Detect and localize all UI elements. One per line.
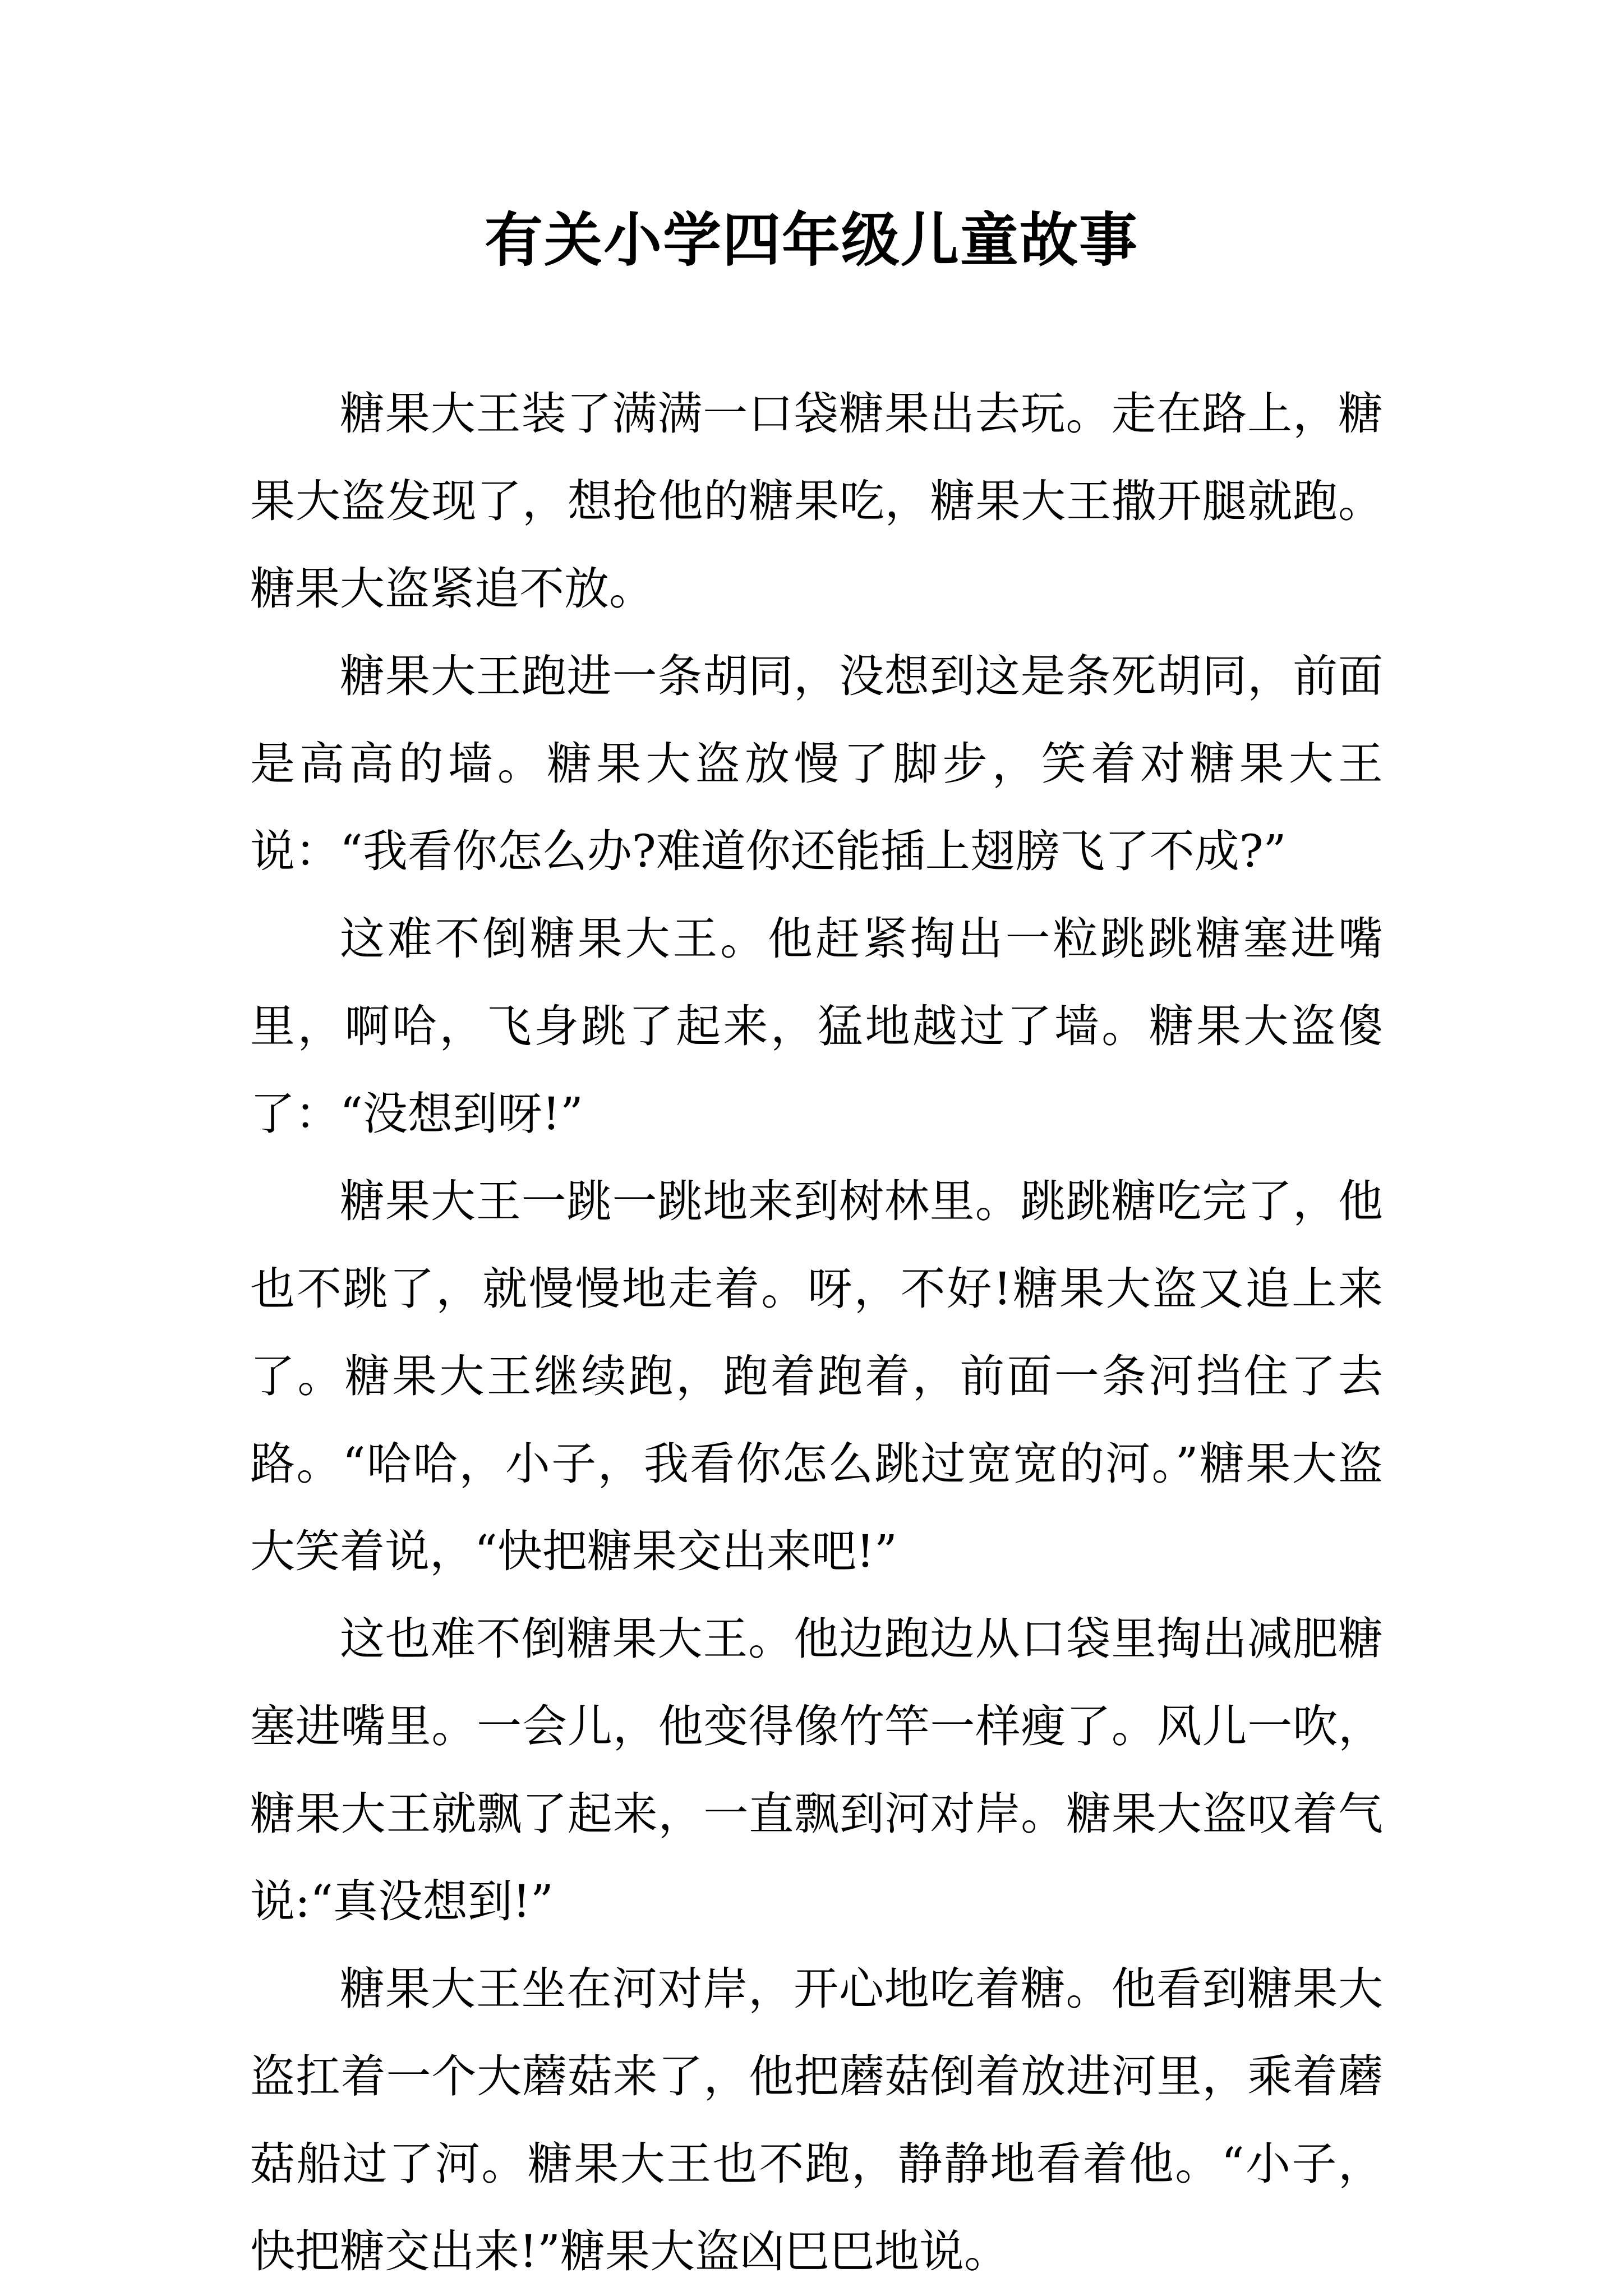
paragraph-6: 糖果大王坐在河对岸，开心地吃着糖。他看到糖果大盗扛着一个大蘑菇来了，他把蘑菇倒着放进河里，乘着蘑菇船过了河。糖果大王也不跑，静静地看着他。“小子，快把糖交出来!”糖果大盗凶巴巴地说。 (250, 1963, 1383, 2277)
paragraph-4: 糖果大王一跳一跳地来到树林里。跳跳糖吃完了，他也不跳了，就慢慢地走着。呀，不好!糖果大盗又追上来了。糖果大王继续跑，跑着跑着，前面一条河挡住了去路。“哈哈，小子，我看你怎么跳过宽宽的河。”糖果大盗大笑着说，“快把糖果交出来吧!” (250, 1175, 1383, 1577)
paragraph-1: 糖果大王装了满满一口袋糖果出去玩。走在路上，糖果大盗发现了，想抢他的糖果吃，糖果大王撒开腿就跑。糖果大盗紧追不放。 (250, 388, 1383, 615)
paragraph-5: 这也难不倒糖果大王。他边跑边从口袋里掏出减肥糖塞进嘴里。一会儿，他变得像竹竿一样瘦了。风儿一吹，糖果大王就飘了起来，一直飘到河对岸。糖果大盗叹着气说:“真没想到!” (250, 1613, 1383, 1927)
document-body (250, 370, 1383, 2295)
document-title: 有关小学四年级儿童故事 (484, 206, 1138, 274)
paragraph-2: 糖果大王跑进一条胡同，没想到这是条死胡同，前面是高高的墙。糖果大盗放慢了脚步，笑着对糖果大王说：“我看你怎么办?难道你还能插上翅膀飞了不成?” (250, 650, 1383, 877)
paragraph-3: 这难不倒糖果大王。他赶紧掏出一粒跳跳糖塞进嘴里，啊哈，飞身跳了起来，猛地越过了墙。糖果大盗傻了：“没想到呀!” (250, 913, 1383, 1140)
